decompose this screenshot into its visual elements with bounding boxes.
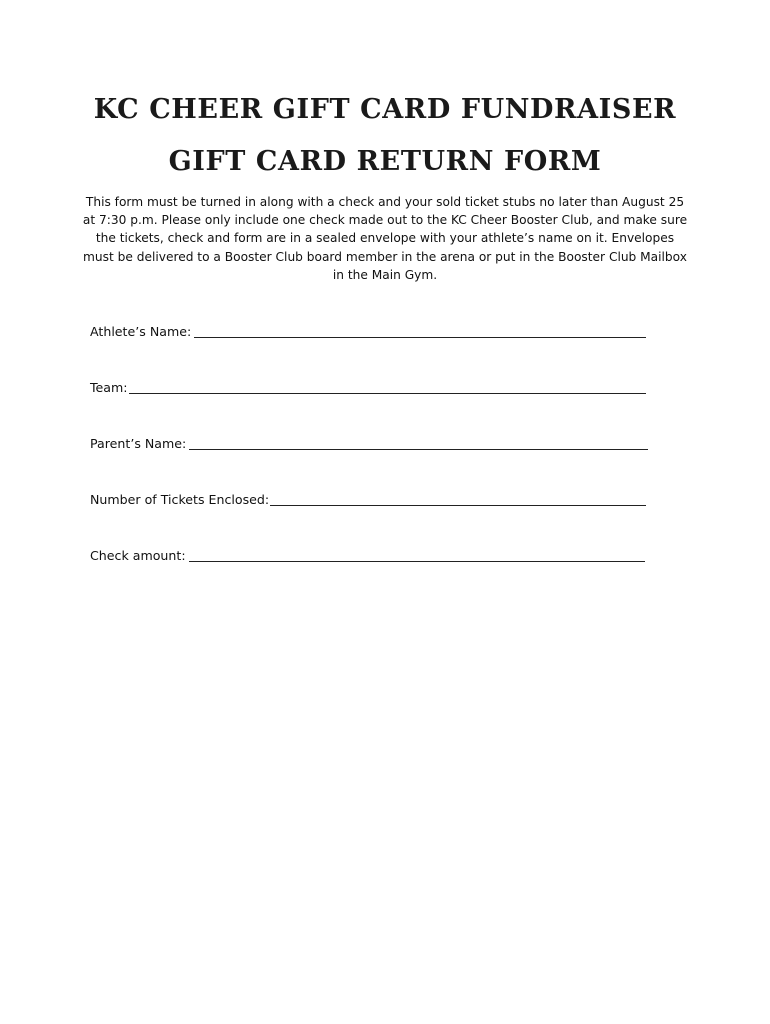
athlete-name-field xyxy=(90,320,646,340)
page-title: KC CHEER GIFT CARD FUNDRAISER xyxy=(93,94,677,125)
tickets-enclosed-blank[interactable] xyxy=(270,505,646,506)
team-field xyxy=(90,376,646,396)
check-amount-field xyxy=(90,544,645,564)
instructions-paragraph: This form must be turned in along with a check and your sold ticket stubs no later than August 25 at 7:30 p.m. Please only include one check made out to the KC Cheer Booster Club, and make sure the tickets, check and form are in a sealed envelope with your athlete’s name on it. Envelopes must be delivered to a Booster Club board member in the arena or put in the Booster Club Mailbox in the Main Gym. xyxy=(82,195,688,282)
parent-name-field xyxy=(90,432,648,452)
check-amount-label: Check amount: xyxy=(90,548,186,563)
form-subtitle: GIFT CARD RETURN FORM xyxy=(168,146,602,177)
athlete-name-blank[interactable] xyxy=(194,337,646,338)
team-label: Team: xyxy=(90,380,128,395)
parent-name-label: Parent’s Name: xyxy=(90,436,187,451)
team-blank[interactable] xyxy=(129,393,646,394)
tickets-enclosed-field xyxy=(90,488,646,508)
check-amount-blank[interactable] xyxy=(189,561,645,562)
tickets-enclosed-label: Number of Tickets Enclosed: xyxy=(90,492,270,507)
parent-name-blank[interactable] xyxy=(189,449,648,450)
athlete-name-label: Athlete’s Name: xyxy=(90,324,192,339)
